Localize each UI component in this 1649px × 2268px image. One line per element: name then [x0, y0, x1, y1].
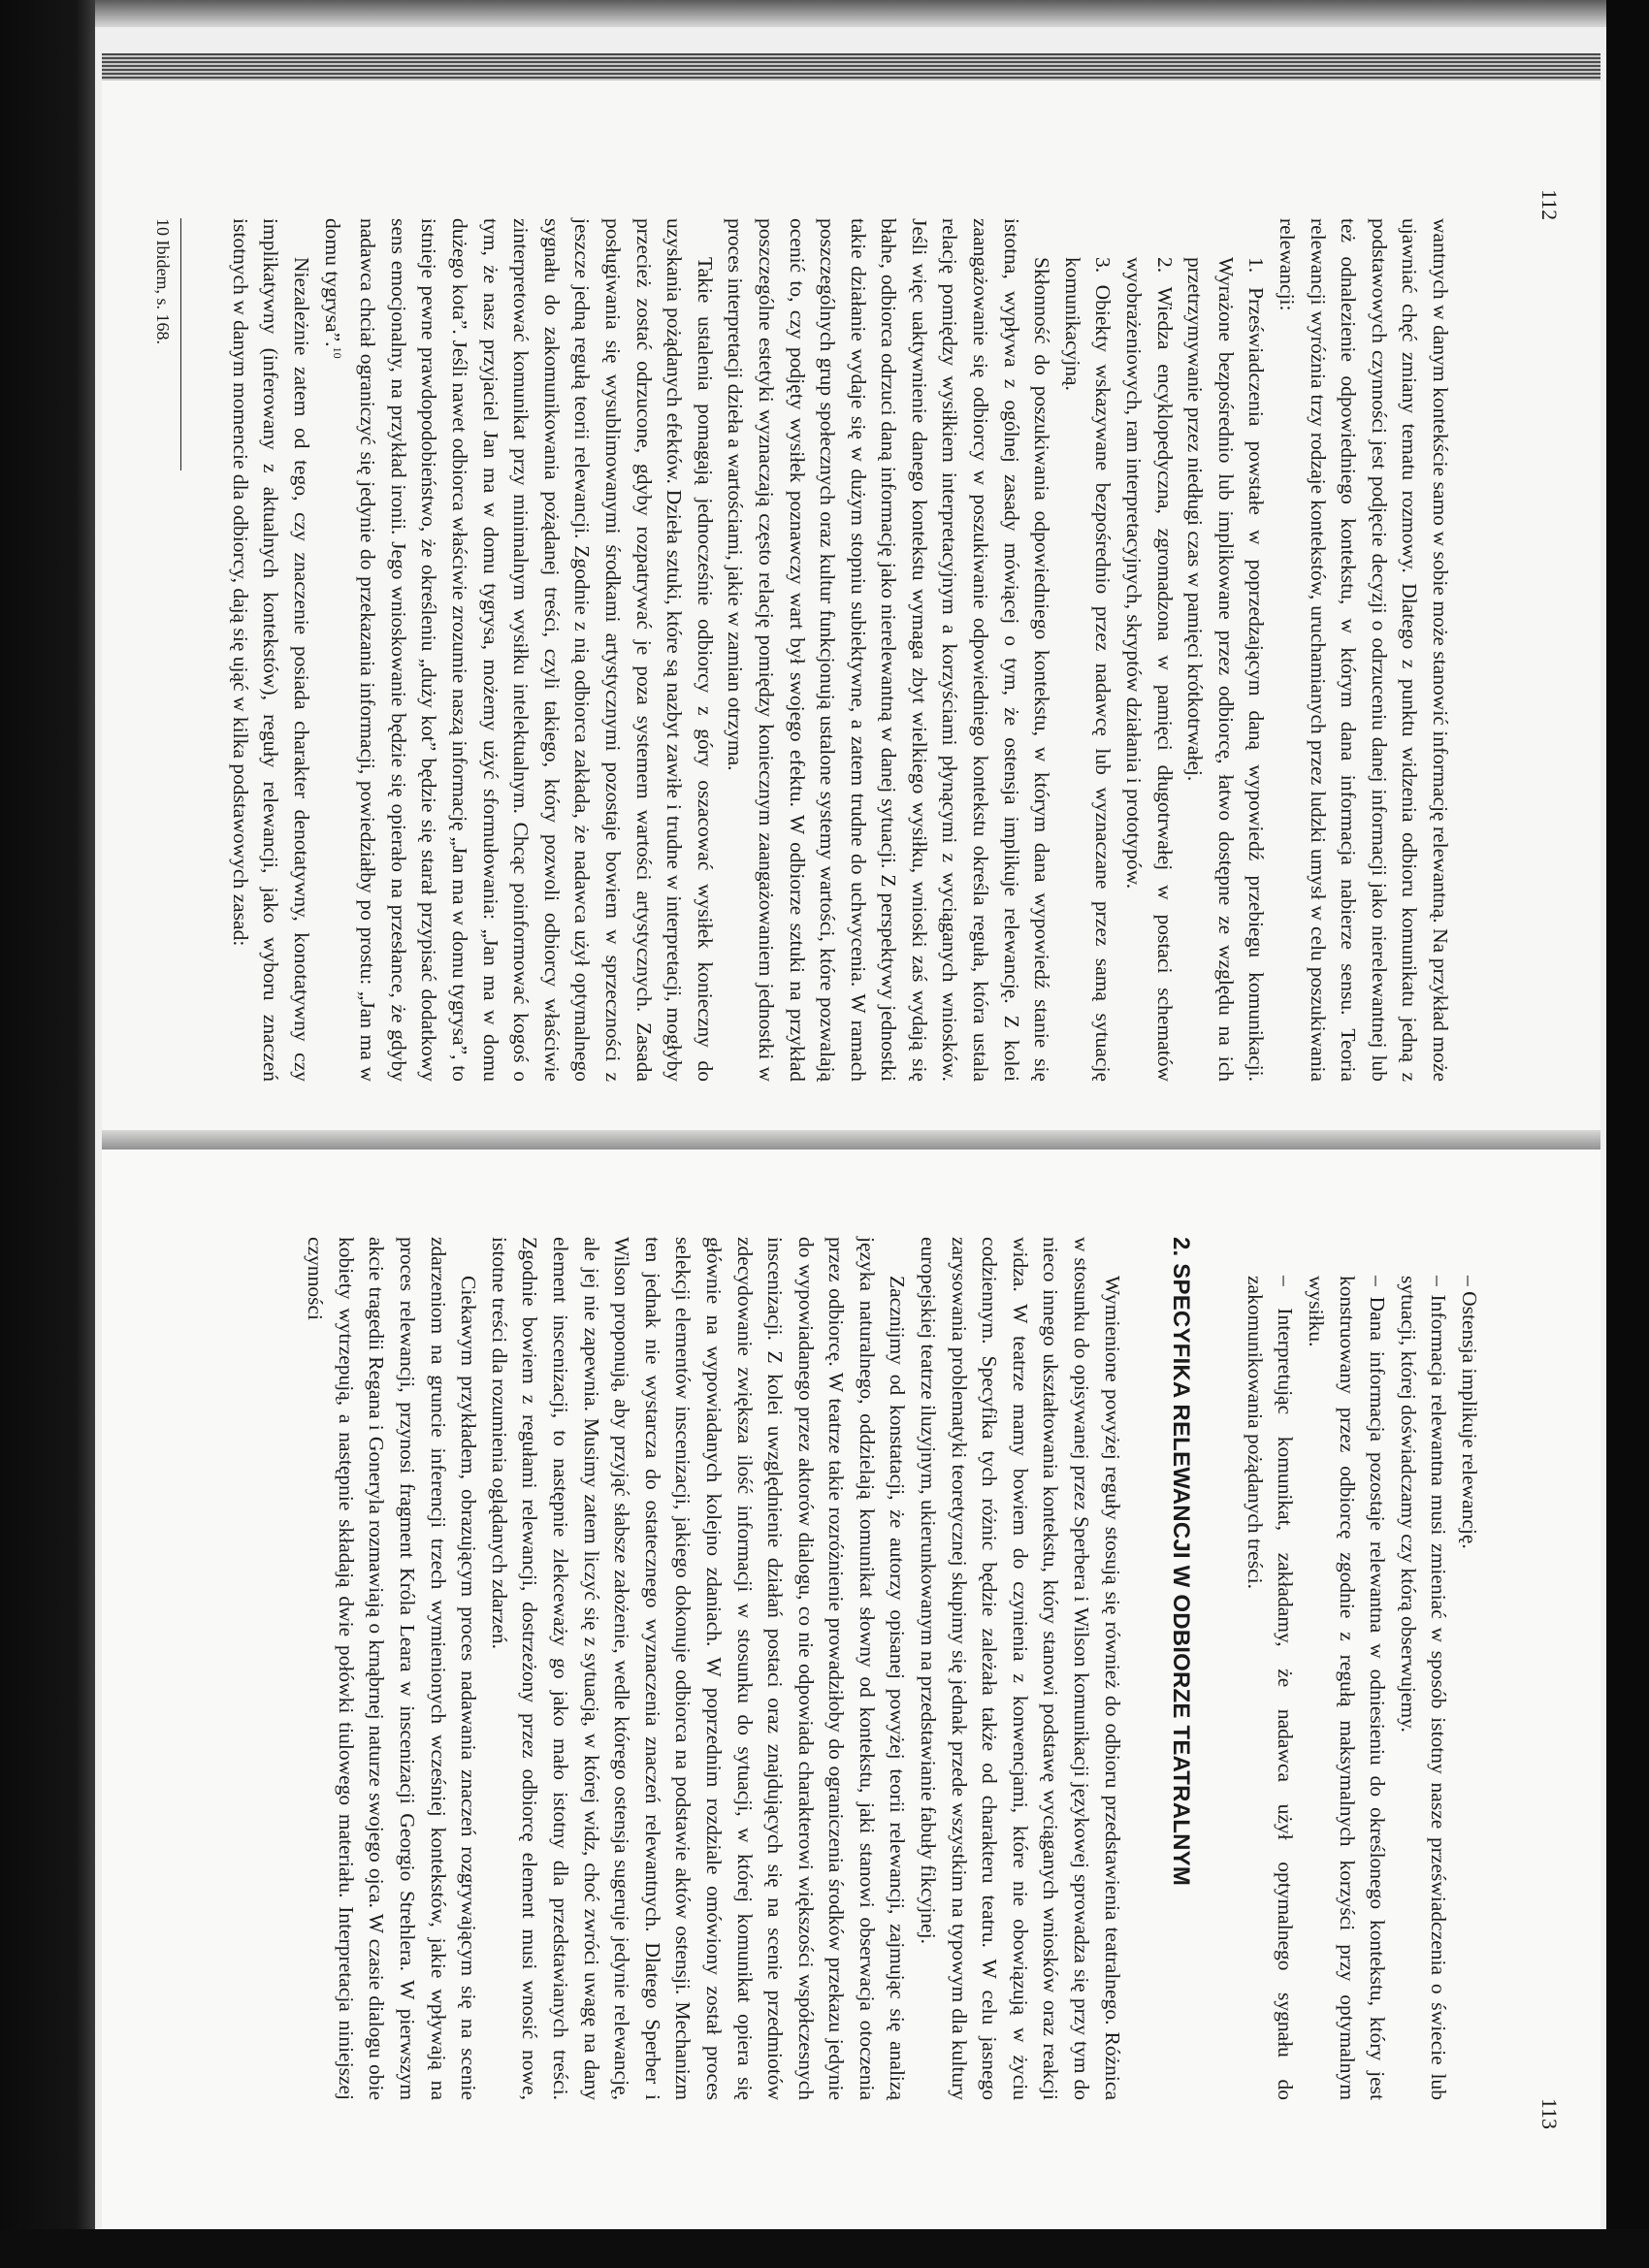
right-page-text — [300, 1237, 1484, 2100]
paragraph: Skłonność do poszukiwania odpowiedniego kontekstu, w którym dana wypowiedź stanie się istotna, wypływa z ogólnej zasady mówiącej o tym, że ostensja implikuje relewancję. Z kolei zaangażowanie się odbiorcy w poszukiwanie odpowiedniego kontekstu określa reguła, która ustala relację pomiędzy wysiłkiem interpretacyjnym a korzyściami płynącymi z wyciąganych wniosków. Jeśli więc uaktywnienie danego kontekstu wymaga zbyt wielkiego wysiłku, wnioski zaś wydają się błahe, odbiorca odrzuci daną informację jako nierelewantną w danej sytuacji. Z perspektywy jednostki takie działanie wydaje się w dużym stopniu subiektywne, a zatem trudne do uchwycenia. W ramach poszczególnych grup społecznych oraz kultur funkcjonują ustalone systemy wartości, które pozwalają ocenić to, czy podjęty wysiłek poznawczy wart był swojego efektu. W odbiorze sztuki na przykład poszczególne estetyki wyznaczają często relację pomiędzy koniecznym zaangażowaniem jednostki w proces interpretacji dzieła a wartościami, jakie w zamian otrzyma. — [724, 218, 1054, 1082]
list-item: 2. Wiedza encyklopedyczna, zgromadzona w pamięci długotrwałej w postaci schematów wyobrażeniowych, ram interpretacyjnych, skryptów działania i prototypów. — [1122, 257, 1177, 1082]
page-number: 112 — [1537, 189, 1562, 221]
list-item: – Informacja relewantna musi zmieniać w sposób istotny nasze przeświadczenia o świecie lub sytuacji, której doświadczamy czy którą obserwujemy. — [1396, 1276, 1451, 2100]
scan-dark-border-left — [0, 0, 95, 2268]
list-item: – Dana informacja pozostaje relewantna w odniesieniu do określonego kontekstu, który jest konstruowany przez odbiorcę zgodnie z regułą maksymalnych korzyści przy optymalnym wysiłku. — [1305, 1276, 1390, 2100]
paragraph: Wymienione powyżej reguły stosują się również do odbioru przedstawienia teatralnego. Różnica w stosunku do opisywanej przez Sperbera i Wilson komunikacji językowej sprowadza się przy tym do nieco innego ukształtowania kontekstu, który stanowi podstawę wyciąganych wniosków oraz reakcji widza. W teatrze mamy bowiem do czynienia z konwencjami, które nie obowiązują w życiu codziennym. Specyfika tych różnic będzie zależała także od charakteru teatru. W celu jasnego zarysowania problematyki teoretycznej skupimy się jednak przede wszystkim na typowym dla kultury europejskiej teatrze iluzyjnym, ukierunkowanym na przedstawianie fabuły fikcyjnej. — [917, 1237, 1124, 2100]
list-item: – Ostensja implikuje relewancję. — [1458, 1276, 1481, 1549]
paragraph: Zacznijmy od konstatacji, że autorzy opisanej powyżej teorii relewancji, zajmując się analizą języka naturalnego, oddzielają komunikat słowny od kontekstu, jaki stanowi obserwacja otoczenia przez odbiorcę. W teatrze takie rozróżnienie prowadziłoby do ograniczenia środków przekazu jedynie do wypowiadanego przez aktorów dialogu, co nie odpowiada charakterowi większości współczesnych inscenizacji. Z kolei uwzględnienie działań postaci oraz znajdujących się na scenie przedmiotów zdecydowanie zwiększa ilość informacji w stosunku do sytuacji, w której komunikat opiera się głównie na wypowiadanych kolejno zdaniach. W poprzednim rozdziale omówiony został proces selekcji elementów inscenizacji, jakiego dokonuje odbiorca na podstawie aktów ostensji. Mechanizm ten jednak nie wystarcza do ostatecznego wyznaczenia znaczeń relewantnych. Dlatego Sperber i Wilson proponują, aby przyjąć słabsze założenie, wedle którego ostensja sugeruje jedynie relewancję, ale jej nie zapewnia. Musimy zatem liczyć się z sytuacją, w której widz, choć zwróci uwagę na dany element inscenizacji, to następnie zlekceważy go jako mało istotny dla przedstawianych treści. Zgodnie bowiem z regułami relewancji, dostrzeżony przez odbiorcę element musi wnosić nowe, istotne treści dla rozumienia oglądanych zdarzeń. — [487, 1237, 910, 2100]
paragraph: wantnych w danym kontekście samo w sobie może stanowić informację relewantną. Na przykład może ujawniać chęć zmiany tematu rozmowy. Dlatego z punktu widzenia odbioru komunikatu jedną z podstawowych czynności jest podjęcie decyzji o odrzuceniu danej informacji jako nierelewantnej lub też odnalezienie odpowiedniego kontekstu, w którym dana informacja nabierze sensu. Teoria relewancji wyróżnia trzy rodzaje kontekstów, uruchamianych przez ludzki umysł w celu poszukiwania relewancji: — [1276, 218, 1452, 1082]
footnote: 10 Ibidem, s. 168. — [153, 218, 174, 344]
book-spread — [102, 53, 1600, 2246]
scan-top-edge — [95, 0, 1608, 27]
left-page-text — [224, 218, 1455, 1082]
left-page — [102, 53, 1600, 1150]
page-stack-edge — [102, 53, 1600, 81]
paragraph — [316, 218, 720, 1082]
list-item: – Interpretując komunikat, zakładamy, że nadawca użył optymalnego sygnału do zakomunikowania pożądanych treści. — [1243, 1276, 1298, 2100]
right-page — [102, 1150, 1600, 2246]
page-number: 113 — [1537, 2097, 1562, 2129]
section-heading: 2. SPECYFIKA RELEWANCJI W ODBIORZE TEATRALNYM — [1168, 1237, 1195, 1887]
footnote-marker: 10 — [330, 346, 344, 359]
list-item: 3. Obiekty wskazywane bezpośrednio przez nadawcę lub wyznaczane przez samą sytuację komunikacyjną. — [1060, 257, 1116, 1082]
scan-dark-border-bottom — [0, 2229, 1649, 2268]
scan-dark-border-right — [1606, 0, 1649, 2268]
paragraph: Niezależnie zatem od tego, czy znaczenie posiada charakter denotatywny, konotatywny czy implikatywny (inferowany z aktualnych kontekstów), reguły relewancji, jako wyboru znaczeń istotnych w danym momencie dla odbiorcy, dają się ująć w kilka podstawowych zasad: — [228, 218, 313, 1082]
list-item: 1. Przeświadczenia powstałe w poprzedzającym daną wypowiedź przebiegu komunikacji. Wyrażone bezpośrednio lub implikowane przez odbiorcę, łatwo dostępne ze względu na ich przetrzymywanie przez niedługi czas w pamięci krótkotrwałej. — [1183, 257, 1269, 1082]
paragraph-text: Takie ustalenia pomagają jednocześnie odbiorcy z góry oszacować wysiłek konieczny do uzyskania pożądanych efektów. Dzieła sztuki, które są nazbyt zawiłe i trudne w interpretacji, mogłyby przecież zostać odrzucone, gdyby rozpatrywać je poza systemem wartości artystycznych. Zasada posługiwania się wysublimowanymi środkami artystycznymi pozostaje bowiem w sprzeczności z jeszcze jedną regułą teorii relewancji. Zgodnie z nią odbiorca zakłada, że nadawca użył optymalnego sygnału do zakomunikowania pożądanej treści, czyli takiego, który pozwoli odbiorcy właściwie zinterpretować komunikat przy minimalnym wysiłku intelektualnym. Chcąc poinformować kogoś o tym, że nasz przyjaciel Jan ma w domu tygrysa, możemy użyć sformułowania: „Jan ma w domu dużego kota”. Jeśli nawet odbiorca właściwie zrozumie naszą informację „Jan ma w domu tygrysa”, to istnieje pewne prawdopodobieństwo, że określeniu „duży kot” będzie się starał przypisać dodatkowy sens emocjonalny, na przykład ironii. Jego wnioskowanie będzie się opierało na przesłance, że gdyby nadawca chciał ograniczyć się jedynie do przekazania informacji, powiedziałby po prostu: „Jan ma w domu tygrysa”. — [320, 218, 717, 1082]
footnote-rule — [180, 218, 181, 470]
paragraph: Ciekawym przykładem, obrazującym proces nadawania znaczeń rozgrywającym się na scenie zdarzeniom na gruncie inferencji trzech wymienionych wcześniej kontekstów, jakie wpływają na proces relewancji, przynosi fragment Króla Leara w inscenizacji Georgio Strehlera. W pierwszym akcie tragedii Regana i Goneryla rozmawiają o krnąbrnej naturze swojego ojca. W czasie dialogu obie kobiety wytrzepują, a następnie składają dwie połówki tiulowego materiału. Interpretacja niniejszej czynności — [304, 1237, 481, 2100]
